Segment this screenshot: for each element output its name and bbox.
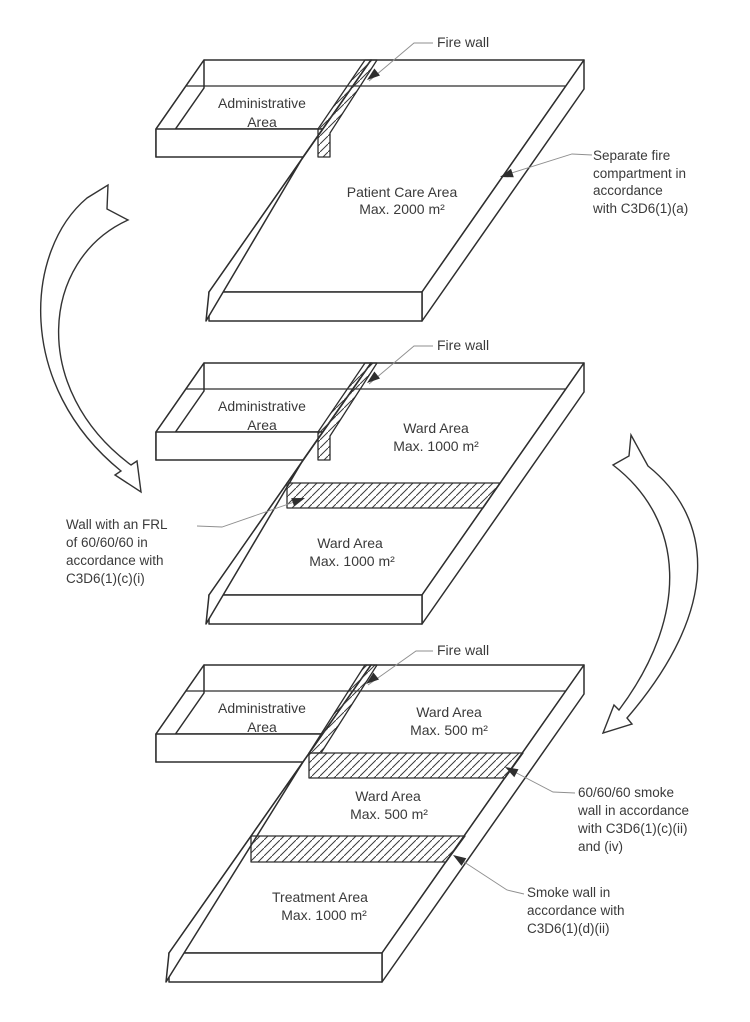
annotation-smoke-wall-60: and (iv) bbox=[578, 839, 624, 854]
floor-front-face bbox=[169, 953, 382, 982]
admin-area-label: Area bbox=[247, 417, 277, 433]
annotation-smoke-wall-60: 60/60/60 smoke bbox=[578, 785, 675, 800]
frl-wall-hatch bbox=[287, 483, 500, 508]
treatment-area-label: Max. 1000 m² bbox=[281, 907, 367, 923]
admin-area-label: Area bbox=[247, 719, 277, 735]
fire-wall-label: Fire wall bbox=[437, 34, 490, 50]
transform-arrow-right-icon bbox=[603, 435, 698, 733]
fire-wall-label: Fire wall bbox=[437, 642, 490, 658]
fire-wall-label: Fire wall bbox=[437, 337, 490, 353]
annotation-frl-wall: of 60/60/60 in bbox=[66, 535, 148, 550]
annotation-frl-wall: Wall with an FRL bbox=[66, 517, 168, 532]
admin-front-face bbox=[156, 129, 324, 157]
floor-front-face bbox=[209, 292, 422, 321]
annotation-separate-compartment: Separate fire bbox=[593, 148, 671, 163]
diagram-middle bbox=[66, 337, 584, 624]
admin-front-face bbox=[156, 432, 324, 460]
smoke-wall-60-hatch bbox=[309, 753, 523, 778]
annotation-smoke-wall-60: wall in accordance bbox=[578, 803, 690, 818]
annotation-separate-compartment: compartment in bbox=[593, 166, 687, 181]
ward-area-label: Max. 1000 m² bbox=[309, 553, 395, 569]
annotation-frl-wall: accordance with bbox=[66, 553, 164, 568]
annotation-separate-compartment: accordance bbox=[593, 183, 663, 198]
admin-area-label: Administrative bbox=[218, 95, 306, 111]
diagram-top bbox=[156, 34, 688, 321]
annotation-separate-compartment: with C3D6(1)(a) bbox=[593, 201, 689, 216]
annotation-smoke-wall: C3D6(1)(d)(ii) bbox=[527, 921, 610, 936]
ward-area-label: Max. 500 m² bbox=[350, 806, 428, 822]
diagram-bottom bbox=[156, 642, 689, 982]
transform-arrow-left-icon bbox=[41, 185, 141, 492]
annotation-smoke-wall: Smoke wall in bbox=[527, 885, 611, 900]
floor-front-face bbox=[209, 595, 422, 624]
treatment-area-label: Treatment Area bbox=[272, 889, 368, 905]
ward-area-label: Max. 500 m² bbox=[410, 722, 488, 738]
annotation-smoke-wall: accordance with bbox=[527, 903, 625, 918]
admin-front-face bbox=[156, 734, 324, 762]
patient-care-label: Max. 2000 m² bbox=[359, 201, 445, 217]
smoke-wall-hatch bbox=[251, 836, 465, 862]
patient-care-label: Patient Care Area bbox=[346, 184, 458, 200]
ward-area-label: Max. 1000 m² bbox=[393, 438, 479, 454]
admin-area-label: Administrative bbox=[218, 398, 306, 414]
annotation-frl-wall: C3D6(1)(c)(i) bbox=[66, 571, 145, 586]
ward-area-label: Ward Area bbox=[403, 420, 469, 436]
ward-area-label: Ward Area bbox=[317, 535, 383, 551]
admin-area-label: Administrative bbox=[218, 700, 306, 716]
ward-area-label: Ward Area bbox=[416, 704, 482, 720]
annotation-smoke-wall-60: with C3D6(1)(c)(ii) bbox=[578, 821, 688, 836]
ward-area-label: Ward Area bbox=[355, 788, 421, 804]
admin-area-label: Area bbox=[247, 114, 277, 130]
